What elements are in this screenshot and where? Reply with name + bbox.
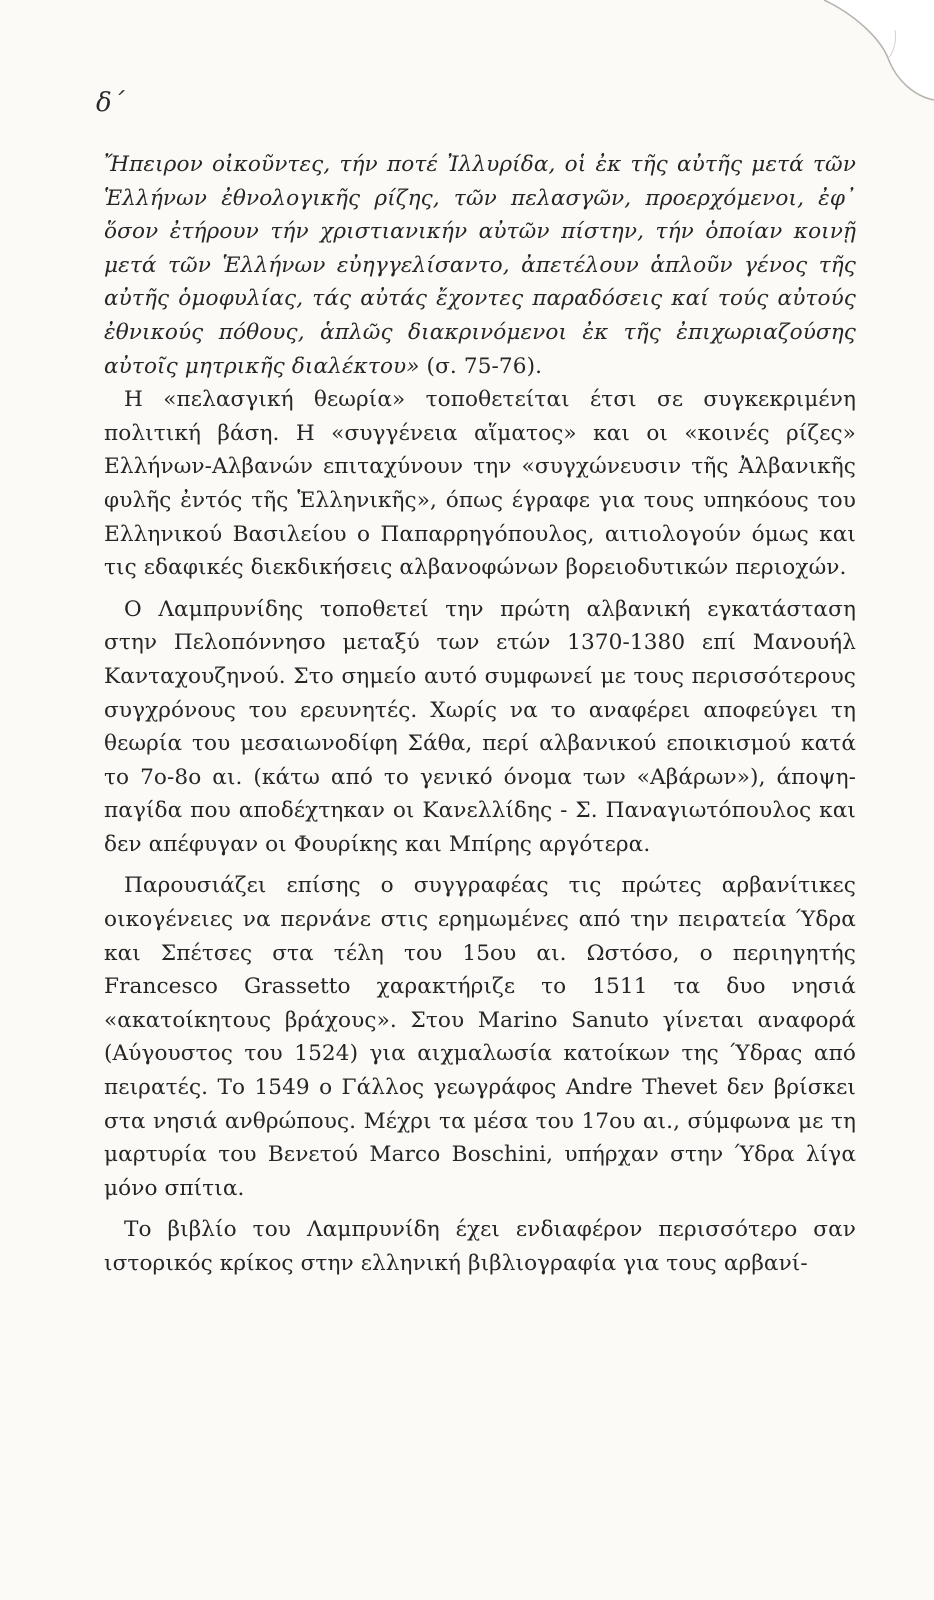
paragraph-hydra-spetses: Παρουσιάζει επίσης ο συγγραφέας τις πρώτες αρβανίτικες οικογένειες να περνάνε στις ερημωμένες από την πειρατεία Ύδρα και Σπέτσες στα τέλη του 15ου αι. Ωστόσο, ο περιηγητής Francesco Grassetto χαρακτήριζε το 1511 τα δυο νησιά «ακατοίκητους βράχους». Στου Marino Sanuto γίνεται αναφορά (Αύγουστος του 1524) για αιχμαλωσία κατοίκων της Ύδρας από πειρατές. Το 1549 ο Γάλλος γεωγράφος Andre Thevet δεν βρίσκει στα νησιά ανθρώπους. Μέχρι τα μέσα του 17ου αι., σύμφωνα με τη μαρτυρία του Βενετού Marco Boschini, υπήρχαν στην Ύδρα λίγα μόνο σπίτια. bbox=[104, 873, 856, 1201]
paragraph-book-significance: Το βιβλίο του Λαμπρυνίδη έχει ενδιαφέρον περισσότερο σαν ιστορικός κρίκος στην ελληνική βιβλιογραφία για τους αρβανί- bbox=[104, 1217, 856, 1276]
paragraph-pelasgian-theory: Η «πελασγική θεωρία» τοποθετείται έτσι σε συγκεκριμένη πολιτική βάση. Η «συγγένεια αἵματος» και οι «κοινές ρίζες» Ελλήνων-Αλβανών επιταχύνουν την «συγχώνευσιν τῆς Ἀλβανικῆς φυλῆς ἐντός τῆς Ἑλληνικῆς», όπως έγραφε για τους υπηκόους του Ελληνικού Βασιλείου ο Παπαρρηγόπουλος, αιτιολογούν όμως και τις εδαφικές διεκδικήσεις αλβανοφώνων βορειοδυτικών περιοχών. bbox=[104, 387, 856, 581]
paragraph-first-settlement: Ο Λαμπρυνίδης τοποθετεί την πρώτη αλβανική εγκατάσταση στην Πελοπόννησο μεταξύ των ετών 1370-1380 επί Μανουήλ Κανταχουζηνού. Στο σημείο αυτό συμφωνεί με τους περισσότερους συγχρόνους του ερευνητές. Χωρίς να το αναφέρει αποφεύγει τη θεωρία του μεσαιωνοδίφη Σάθα, περί αλβανικού εποικισμού κατά το 7ο-8ο αι. (κάτω από το γενικό όνομα των «Αβάρων»), άποψη-παγίδα που αποδέχτηκαν οι Κανελλίδης - Σ. Παναγιωτόπουλος και δεν απέφυγαν οι Φουρίκης και Μπίρης αργότερα. bbox=[104, 596, 856, 857]
page-reference: (σ. 75-76). bbox=[419, 353, 543, 379]
quote-continuation bbox=[104, 148, 856, 383]
page-marker: δ΄ bbox=[96, 88, 125, 118]
page-corner-curl bbox=[794, 0, 934, 120]
body-text bbox=[104, 148, 856, 1281]
quote-text: Ἤπειρον οἰκοῦντες, τήν ποτέ Ἰλλυρίδα, οἱ ἐκ τῆς αὐτῆς μετά τῶν Ἑλλήνων ἐθνολογικῆς ρίζης, τῶν πελασγῶν, προερχόμενοι, ἐφ᾽ ὅσον ἐτήρουν τήν χριστιανικήν αὐτῶν πίστην, τήν ὁποίαν κοινῇ μετά τῶν Ἑλλήνων εὐηγγελίσαντο, ἀπετέλουν ἁπλοῦν γένος τῆς αὐτῆς ὁμοφυλίας, τάς αὐτάς ἔχοντες παραδόσεις καί τούς αὐτούς ἐθνικούς πόθους, ἁπλῶς διακρινόμενοι ἐκ τῆς ἐπιχωριαζούσης αὐτοῖς μητρικῆς διαλέκτου» bbox=[104, 152, 856, 379]
